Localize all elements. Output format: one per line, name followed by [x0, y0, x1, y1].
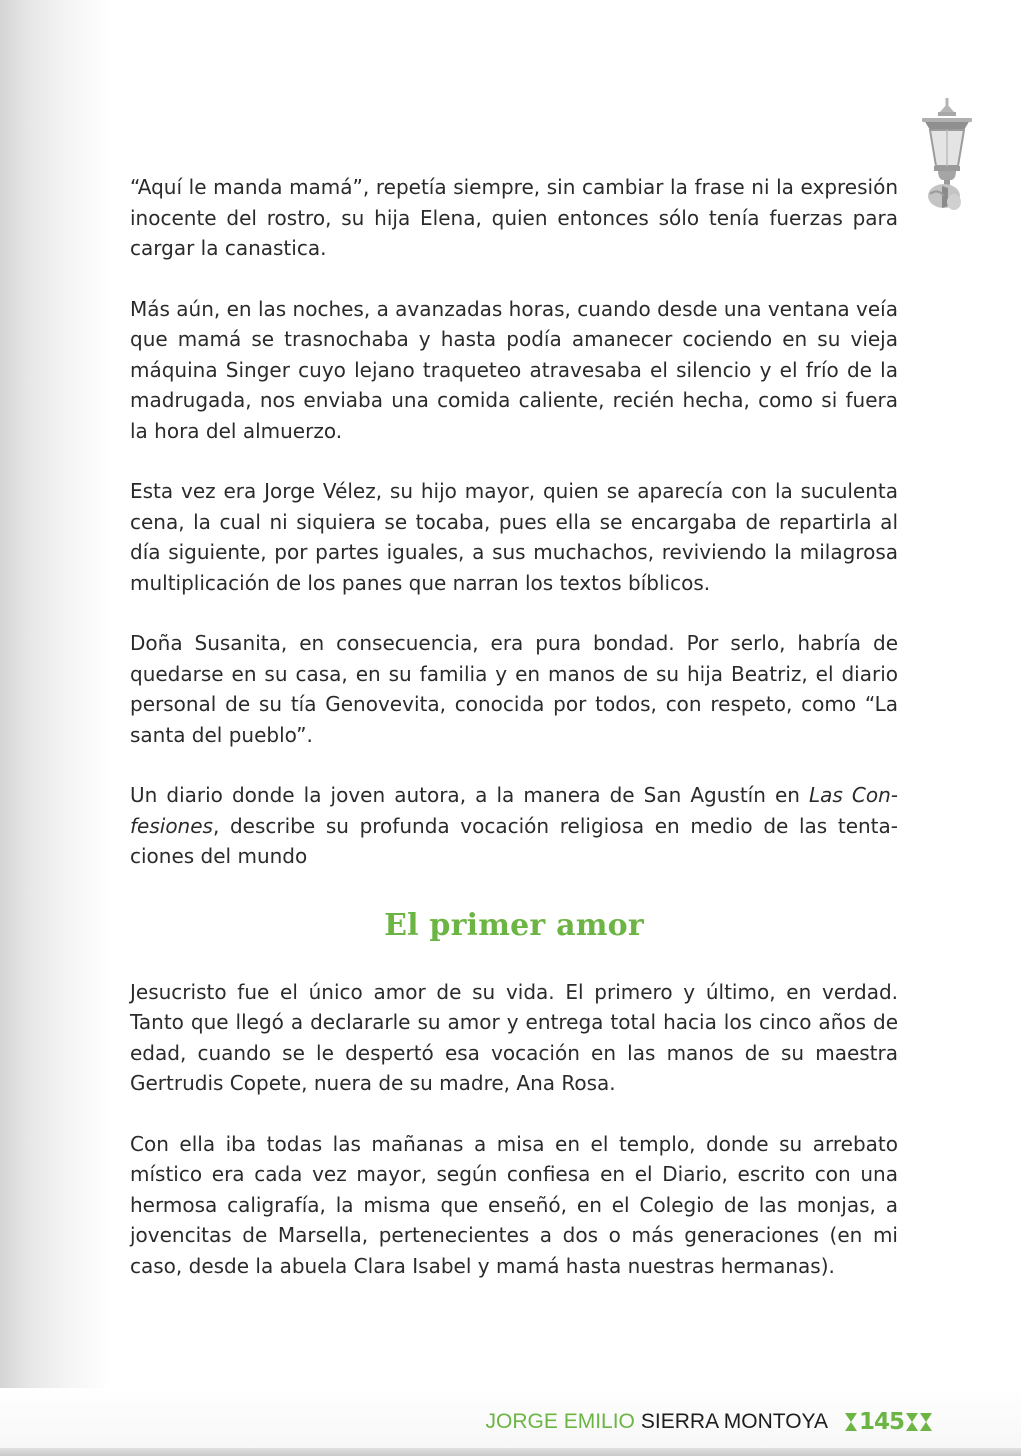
paragraph-text: Un diario donde la joven autora, a la manera de San Agustín en: [130, 783, 810, 807]
paragraph: Jesucristo fue el único amor de su vida. El primero y último, en verdad. Tanto que llegó a declararle su amor y entrega total hacia los cinco años de edad, cuando se le despertó esa vocación en las manos de su maestra Gertrudis Copete, nuera de su madre, Ana Rosa.: [130, 979, 898, 1095]
paragraph-confessions: [130, 780, 898, 872]
hourglass-ornament-icon: [919, 1412, 933, 1432]
street-lamp-icon: [918, 98, 976, 216]
paragraph-text: , describe su profunda vocación religiosa en medio de las tentaciones del mundo: [130, 813, 898, 868]
page-number: 145: [858, 1409, 904, 1435]
book-title: Las Confesiones: [130, 783, 898, 838]
hourglass-ornament-icon: [844, 1412, 858, 1432]
paragraph: Más aún, en las noches, a avanzadas horas, cuando desde una ventana veía que mamá se trasnochaba y hasta podía amanecer cociendo en su vieja máquina Singer cuyo lejano traqueteo atravesaba el silencio y el frío de la madrugada, nos enviaba una comida caliente, recién hecha, como si fuera la hora del almuerzo.: [130, 296, 898, 443]
page-gutter-shadow: [0, 0, 110, 1456]
paragraph: “Aquí le manda mamá”, repetía siempre, sin cambiar la frase ni la expresión inocente del rostro, su hija Elena, quien entonces sólo tenía fuerzas para cargar la canastica.: [130, 175, 898, 260]
paragraph: Doña Susanita, en consecuencia, era pura bondad. Por serlo, habría de quedarse en su casa, en su familia y en manos de su hija Beatriz, el diario personal de su tía Genovevita, conocida por todos, con respeto, como “La santa del pueblo”.: [130, 631, 898, 747]
page-footer: [486, 1409, 933, 1435]
author-first-name: JORGE EMILIO: [485, 1410, 635, 1433]
hourglass-ornament-icon: [905, 1412, 919, 1432]
section-heading: El primer amor: [384, 907, 644, 943]
page-bottom-edge: [0, 1448, 1021, 1456]
body-text: [130, 172, 898, 1311]
author-last-name: SIERRA MONTOYA: [640, 1410, 828, 1433]
paragraph: Con ella iba todas las mañanas a misa en el templo, donde su arrebato místico era cada vez mayor, según confiesa en el Diario, escrito con una hermosa caligrafía, la misma que enseñó, en el Colegio de las monjas, a jovencitas de Marsella, pertenecientes a dos o más generaciones (en mi caso, desde la abuela Clara Isabel y mamá hasta nuestras hermanas).: [130, 1131, 898, 1278]
paragraph: Esta vez era Jorge Vélez, su hijo mayor, quien se aparecía con la suculenta cena, la cual ni siquiera se tocaba, pues ella se encargaba de repartirla al día siguiente, por partes iguales, a sus muchachos, reviviendo la milagrosa multiplicación de los panes que narran los textos bíblicos.: [130, 479, 898, 595]
